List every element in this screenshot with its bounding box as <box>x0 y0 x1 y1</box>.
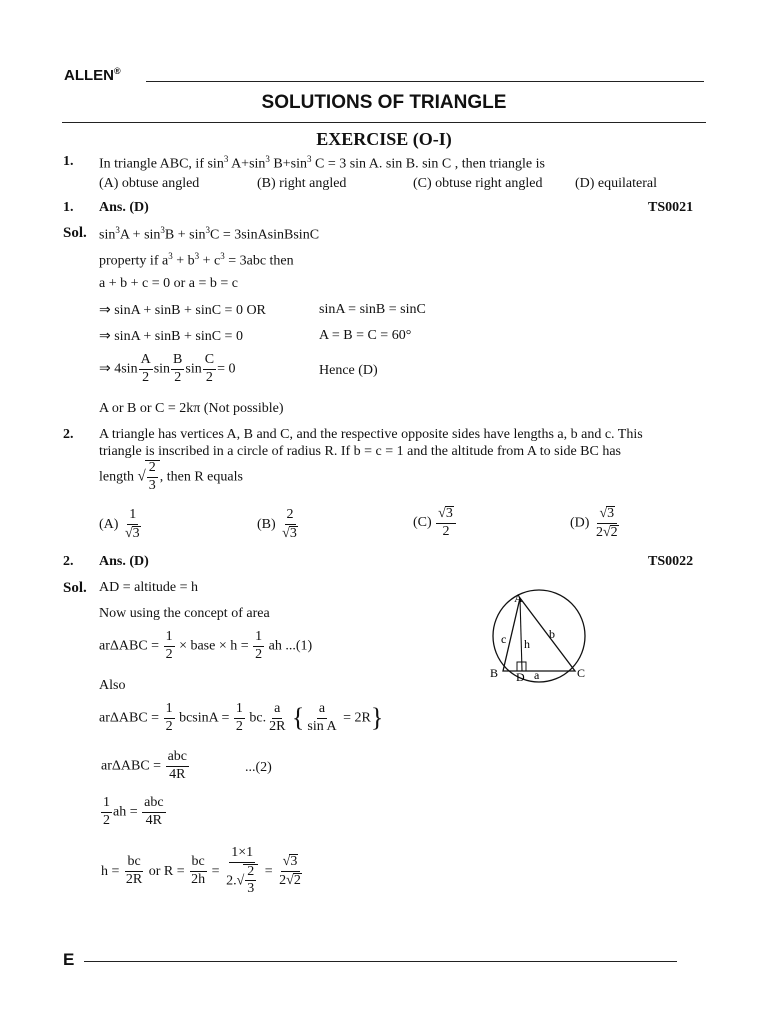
q2-line2: triangle is inscribed in a circle of radius R. If b = c = 1 and the altitude from A to side BC has <box>99 444 622 459</box>
q2-line1: A triangle has vertices A, B and C, and the respective opposite sides have lengths a, b and c. This <box>99 427 643 442</box>
title-rule <box>62 122 706 123</box>
header-rule <box>146 81 704 82</box>
side-a-label: a <box>534 668 540 682</box>
q2-number: 2. <box>63 427 74 442</box>
triangle-abc <box>503 598 575 671</box>
sol2-line7: $\frac{1}{2}$ ah = abc 4R <box>103 795 164 828</box>
footer-letter: E <box>63 950 75 969</box>
sol2-line2: Now using the concept of area <box>99 606 270 621</box>
sol2-line4: Also <box>99 678 126 693</box>
sol2-line3: arΔABC = $\frac{1}{2}$ × base × h = $\frac{1}{2}$ ah ...(1) <box>99 629 313 662</box>
sol1-line4-left: ⇒ sinA + sinB + sinC = 0 OR <box>99 303 266 318</box>
q1-option-c: (C) obtuse right angled <box>413 176 543 191</box>
altitude-h-label: h <box>524 637 530 651</box>
a2-number: 2. <box>63 554 74 569</box>
q1-option-b: (B) right angled <box>257 176 347 191</box>
triangle-circle-diagram <box>484 588 596 688</box>
sol2-line1: AD = altitude = h <box>99 580 198 595</box>
foot-d-label: D <box>516 670 525 684</box>
vertex-a-label: A <box>514 591 523 605</box>
a1-code: TS0021 <box>648 200 694 215</box>
sol2-line5: arΔABC = $\frac{1}{2}$ bcsinA = $\frac{1}{2}$ bc. $\frac{a}{2R}$ { $\frac{a}{\text{sin A}}$ = 2R} <box>99 701 384 734</box>
q1-option-a: (A) obtuse angled <box>99 176 200 191</box>
sol1-line1: $\sin^3A + \sin^3B + \sin^3C$ = 3sinAsinBsinC <box>99 225 320 243</box>
sol1-line4-right: sinA = sinB = sinC <box>319 302 426 317</box>
q1-option-d: (D) equilateral <box>575 176 658 191</box>
vertex-c-label: C <box>577 666 586 680</box>
sol1-line2: property if $a^3 + b^3 + c^3 = 3abc$ then <box>99 251 294 269</box>
sol1-line5-right: A = B = C = 60° <box>319 328 412 343</box>
sol2-label: Sol. <box>63 580 87 596</box>
sol1-line6-formula: ⇒ 4sin $\frac{A}{2}$ sin $\frac{B}{2}$ sin $\frac{C}{2}$ = 0 <box>99 352 236 385</box>
exercise-title: EXERCISE (O-I) <box>316 129 452 149</box>
altitude-ad <box>520 598 522 671</box>
side-c-label: c <box>501 632 507 646</box>
q2-option-c: (C) $\frac{√3}{2}$ <box>413 506 457 539</box>
q1-text: In triangle ABC, if $\sin^3 A+\sin^3$ $B+\sin^3$ C = 3 sin A. sin B. sin C , then triangle is <box>99 154 545 172</box>
q2-line3: length √ $\frac{2}{3}$ , then R equals <box>99 460 243 493</box>
page-title: SOLUTIONS OF TRIANGLE <box>261 92 507 113</box>
side-b-label: b <box>549 627 555 641</box>
sol2-line8: h = $\frac{bc}{2R}$ or R = $\frac{bc}{2h}$ = 1×1 2.√ $\frac{2}{3}$ = $\frac{√3}{2√2}$ <box>101 845 301 897</box>
sol1-line3: a + b + c = 0 or a = b = c <box>99 276 238 291</box>
a1-answer: Ans. (D) <box>99 200 149 215</box>
vertex-b-label: B <box>490 666 499 680</box>
sol2-line6: arΔABC = abc 4R <box>101 749 187 782</box>
a2-code: TS0022 <box>648 554 694 569</box>
sol1-label: Sol. <box>63 225 87 241</box>
a2-answer: Ans. (D) <box>99 554 149 569</box>
sol1-line6-right: Hence (D) <box>319 363 378 378</box>
footer-rule <box>84 961 677 962</box>
q2-option-b: (B) $\frac{2}{√3}$ <box>257 507 297 541</box>
q2-option-d: (D) $\frac{√3}{2√2}$ <box>570 506 618 540</box>
a1-number: 1. <box>63 200 74 215</box>
brand-logo: ALLEN® <box>64 66 121 84</box>
sol1-line7: A or B or C = 2kπ (Not possible) <box>99 401 284 416</box>
q2-option-a: (A) $\frac{1}{√3}$ <box>99 507 140 541</box>
sol2-line6-tag: ...(2) <box>245 760 272 775</box>
q1-number: 1. <box>63 154 74 169</box>
sol1-line5-left: ⇒ sinA + sinB + sinC = 0 <box>99 329 243 344</box>
